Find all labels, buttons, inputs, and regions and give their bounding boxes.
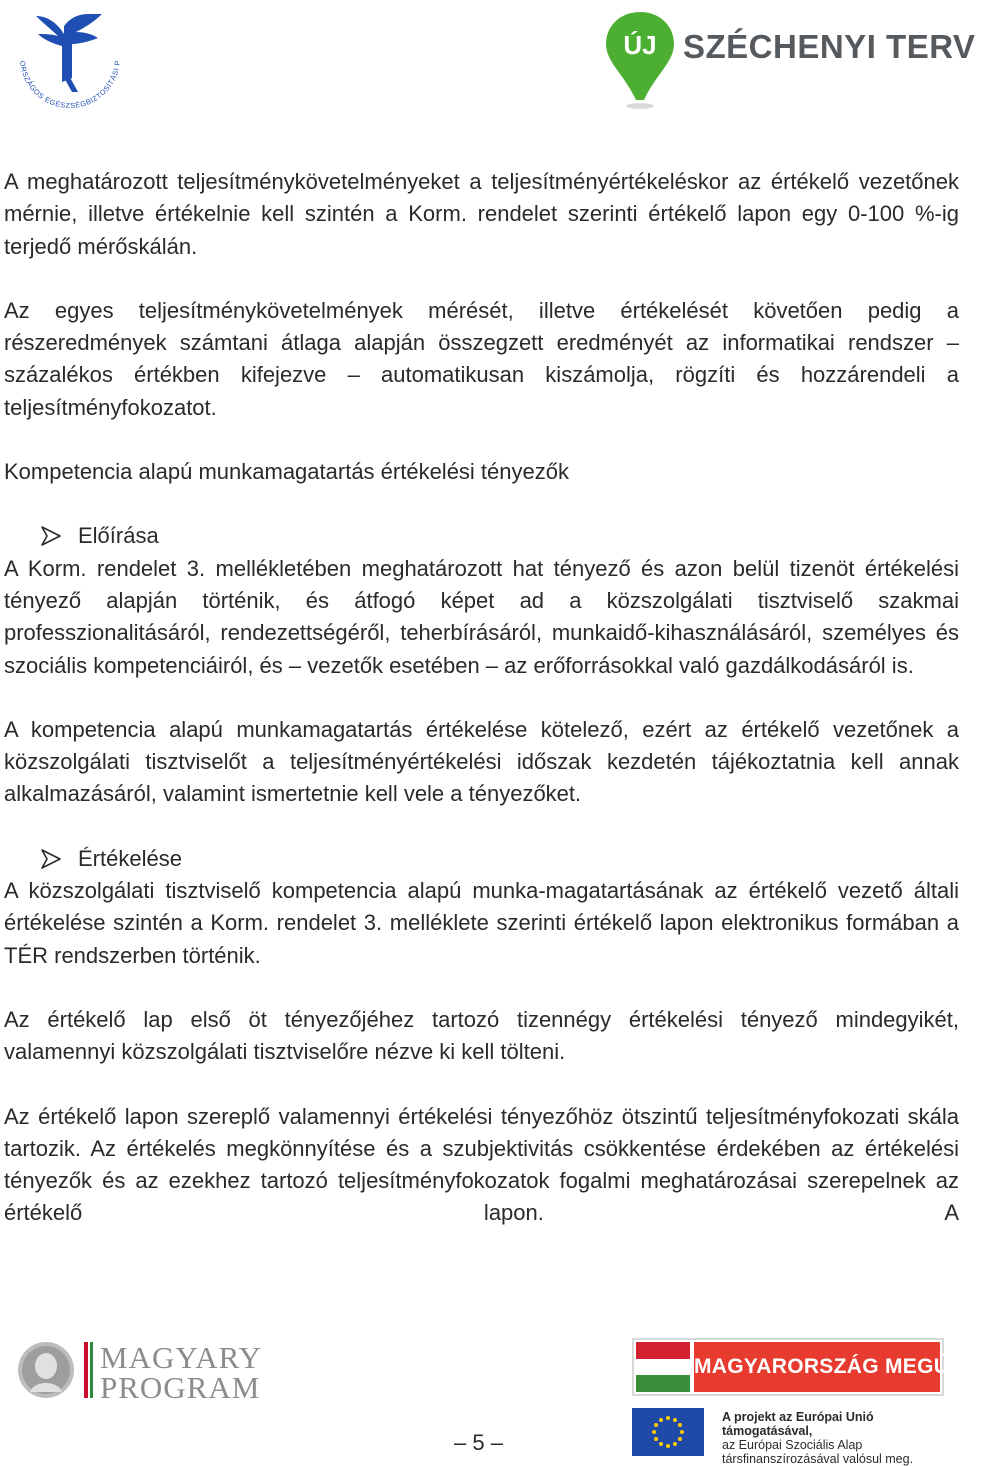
arrow-bullet-icon	[40, 525, 62, 547]
magyary-subtitle: PROGRAM	[100, 1370, 261, 1405]
magyary-title: MAGYARY	[100, 1340, 263, 1375]
oep-logo-text: ORSZÁGOS EGÉSZSÉGBIZTOSÍTÁSI P	[18, 59, 123, 111]
section-heading: Kompetencia alapú munkamagatartás értékelési tényezők	[4, 459, 569, 485]
oep-emblem-icon	[14, 8, 126, 112]
paragraph: A kompetencia alapú munkamagatartás értékelése kötelező, ezért az értékelő vezetőnek a közszolgálati tisztviselőt a teljesítményértékelési időszak kezdetén tájékoztatnia kell annak alkalmazásáról, valamint ismertetnie kell vele a tényezőket.	[4, 716, 959, 807]
page-number: – 5 –	[454, 1430, 503, 1455]
map-pin-icon	[600, 8, 680, 112]
oep-logo	[14, 8, 126, 112]
szechenyi-terv-logo	[600, 8, 976, 112]
magyarorszag-megujul-banner	[632, 1338, 990, 1396]
arrow-bullet-icon	[40, 848, 62, 870]
bullet-label: Értékelése	[78, 845, 182, 871]
eu-line-1: A projekt az Európai Unió támogatásával,	[722, 1410, 874, 1438]
portrait-medallion-icon	[16, 1338, 76, 1402]
bullet-label: Előírása	[78, 523, 159, 549]
bullet-item	[4, 520, 959, 552]
szechenyi-bubble-text: ÚJ	[623, 30, 657, 60]
paragraph: Az egyes teljesítménykövetelmények mérését, illetve értékelését követően pedig a részeredmények számtani átlaga alapján összegzett eredményét az informatikai rendszer – százalékos értékben kifejezve – automatikusan kiszámolja, rögzíti és hozzárendeli a teljesítményfokozatot.	[4, 297, 959, 420]
eu-line-3: társfinanszírozásával valósul meg.	[722, 1452, 914, 1466]
paragraph: Az értékelő lap első öt tényezőjéhez tartozó tizennégy értékelési tényező mindegyikét, valamennyi közszolgálati tisztviselőre nézve ki kell tölteni.	[4, 1006, 959, 1065]
paragraph: A közszolgálati tisztviselő kompetencia alapú munka-magatartásának az értékelő vezető általi értékelése szintén a Korm. rendelet 3. melléklete szerinti értékelő lapon elektronikus formában a TÉR rendszerben történik.	[4, 878, 959, 968]
paragraph: A meghatározott teljesítménykövetelményeket a teljesítményértékeléskor az értékelő vezetőnek mérnie, illetve értékelnie kell szintén a Korm. rendelet szerinti értékelő lapon egy 0-100 %-ig terjedő mérőskálán.	[4, 169, 959, 259]
bullet-item	[4, 843, 959, 875]
eu-funding-statement	[722, 1410, 960, 1466]
hungarian-flag-icon	[636, 1342, 690, 1392]
page-header	[0, 0, 976, 120]
paragraph: Az értékelő lapon szereplő valamennyi értékelési tényezőhöz ötszintű teljesítményfokozati skála tartozik. Az értékelés megkönnyítése és a szubjektivitás csökkentése érdekében az értékelési tényezők és az ezekhez tartozó teljesítményfokozatok fogalmi meghatározásai szerepelnek az értékelő lapon. A	[4, 1103, 959, 1226]
eu-stars-icon	[632, 1408, 704, 1456]
paragraph: A Korm. rendelet 3. mellékletében meghatározott hat tényező és azon belül tizenöt értékelési tényező alapján történik, és átfogó képet ad a közszolgálati tisztviselő szakmai professzionalitásáról, rendezettségéről, teherbírásáról, munkaidő-kihasználásáról, személyes és szociális kompetenciáiról, és – vezetők esetében – az erőforrásokkal való gazdálkodásáról is.	[4, 555, 959, 678]
eu-line-2: az Európai Szociális Alap	[722, 1438, 863, 1452]
eu-flag-icon	[632, 1408, 704, 1456]
banner-label: MAGYARORSZÁG MEGÚJUL	[694, 1342, 940, 1392]
magyary-program-logo	[16, 1336, 263, 1406]
szechenyi-terv-text: SZÉCHENYI TERV	[683, 28, 976, 65]
document-body	[4, 166, 959, 1230]
page-footer	[0, 1330, 990, 1466]
